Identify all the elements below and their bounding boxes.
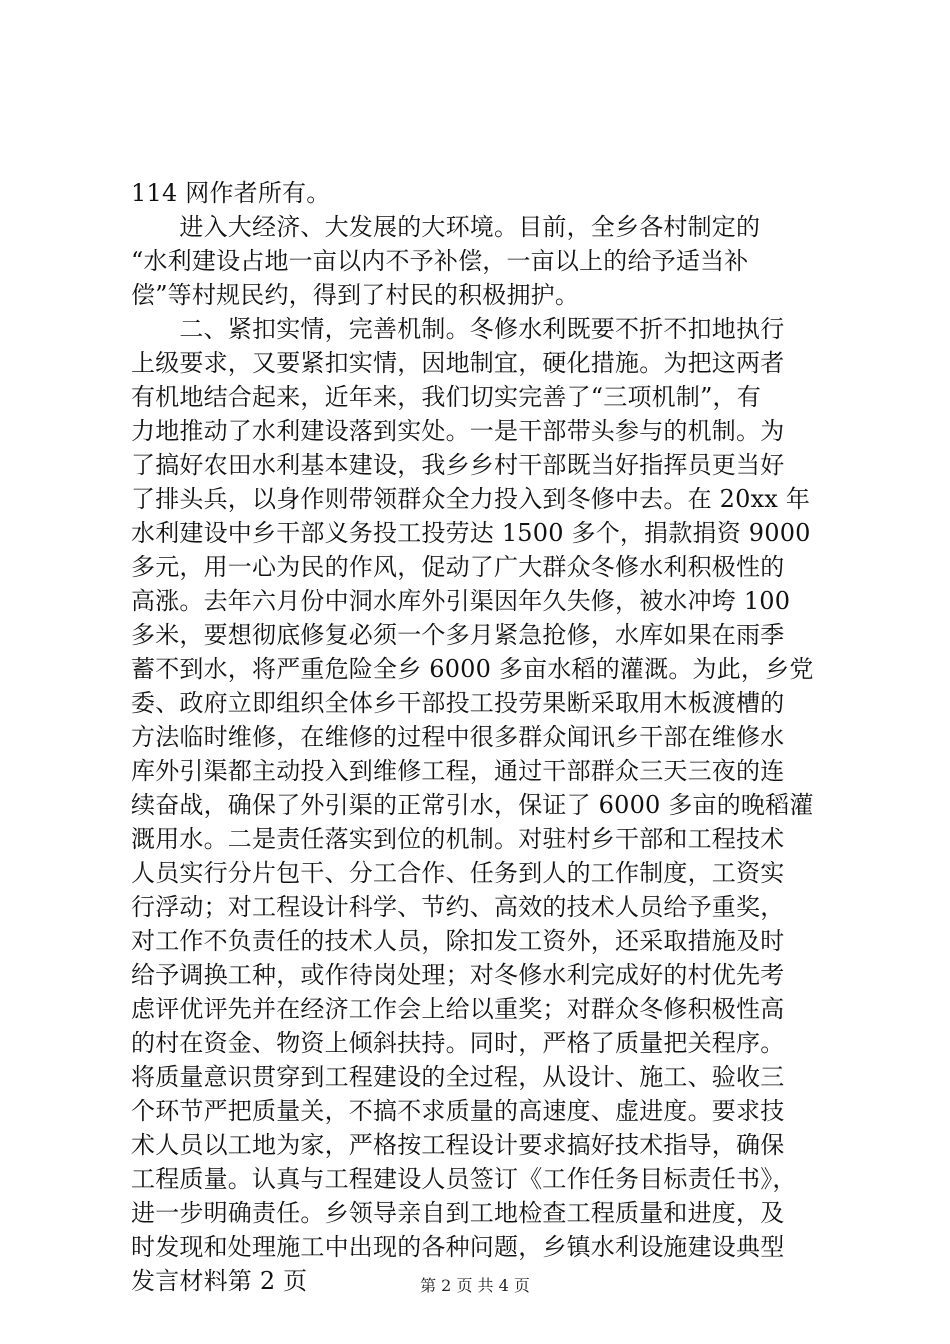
body-text-line: 术人员以工地为家，严格按工程设计要求搞好技术指导，确保 bbox=[131, 1131, 785, 1159]
body-text-line: “水利建设占地一亩以内不予补偿，一亩以上的给予适当补 bbox=[131, 247, 749, 275]
body-text-line: 上级要求，又要紧扣实情，因地制宜，硬化措施。为把这两者 bbox=[131, 349, 785, 377]
body-text-line: 多米，要想彻底修复必须一个多月紧急抢修，水库如果在雨季 bbox=[131, 621, 785, 649]
body-text-line: 了搞好农田水利基本建设，我乡乡村干部既当好指挥员更当好 bbox=[131, 451, 785, 479]
body-text-line: 将质量意识贯穿到工程建设的全过程，从设计、施工、验收三 bbox=[131, 1063, 785, 1091]
body-text-line: 续奋战，确保了外引渠的正常引水，保证了 6000 多亩的晚稻灌 bbox=[131, 791, 814, 819]
body-text-line: 行浮动；对工程设计科学、节约、高效的技术人员给予重奖， bbox=[131, 893, 785, 921]
body-text-line: 发言材料第 2 页 bbox=[131, 1267, 308, 1295]
document-body bbox=[131, 176, 831, 1298]
body-text-line: 人员实行分片包干、分工合作、任务到人的工作制度，工资实 bbox=[131, 859, 785, 887]
body-text-line: 时发现和处理施工中出现的各种问题，乡镇水利设施建设典型 bbox=[131, 1233, 785, 1261]
body-text-line: 进一步明确责任。乡领导亲自到工地检查工程质量和进度，及 bbox=[131, 1199, 785, 1227]
body-text-line: 对工作不负责任的技术人员，除扣发工资外，还采取措施及时 bbox=[131, 927, 785, 955]
body-text-line: 蓄不到水，将严重危险全乡 6000 多亩水稻的灌溉。为此，乡党 bbox=[131, 655, 814, 683]
body-text-line: 溉用水。二是责任落实到位的机制。对驻村乡干部和工程技术 bbox=[131, 825, 785, 853]
body-text-line: 个环节严把质量关，不搞不求质量的高速度、虚进度。要求技 bbox=[131, 1097, 785, 1125]
body-text-line: 工程质量。认真与工程建设人员签订《工作任务目标责任书》， bbox=[131, 1165, 797, 1193]
body-text-line: 高涨。去年六月份中洞水库外引渠因年久失修，被水冲垮 100 bbox=[131, 587, 791, 615]
body-text-line: 水利建设中乡干部义务投工投劳达 1500 多个，捐款捐资 9000 bbox=[131, 519, 811, 547]
body-text-line: 多元，用一心为民的作风，促动了广大群众冬修水利积极性的 bbox=[131, 553, 785, 581]
body-text-line: 有机地结合起来，近年来，我们切实完善了“三项机制”，有 bbox=[131, 383, 761, 411]
body-text-line: 二、紧扣实情，完善机制。冬修水利既要不折不扣地执行 bbox=[131, 315, 785, 343]
body-text-line: 方法临时维修，在维修的过程中很多群众闻讯乡干部在维修水 bbox=[131, 723, 785, 751]
body-text-line: 委、政府立即组织全体乡干部投工投劳果断采取用木板渡槽的 bbox=[131, 689, 785, 717]
body-text-line: 进入大经济、大发展的大环境。目前，全乡各村制定的 bbox=[131, 213, 761, 241]
body-text-line: 了排头兵，以身作则带领群众全力投入到冬修中去。在 20xx 年 bbox=[131, 485, 811, 513]
body-text-line: 给予调换工种，或作待岗处理；对冬修水利完成好的村优先考 bbox=[131, 961, 785, 989]
body-text-line: 虑评优评先并在经济工作会上给以重奖；对群众冬修积极性高 bbox=[131, 995, 785, 1023]
page-footer: 第 2 页 共 4 页 bbox=[420, 1276, 530, 1295]
body-text-line: 114 网作者所有。 bbox=[131, 179, 331, 207]
body-text-line: 库外引渠都主动投入到维修工程，通过干部群众三天三夜的连 bbox=[131, 757, 785, 785]
body-text-line: 力地推动了水利建设落到实处。一是干部带头参与的机制。为 bbox=[131, 417, 785, 445]
body-text-line: 的村在资金、物资上倾斜扶持。同时，严格了质量把关程序。 bbox=[131, 1029, 785, 1057]
body-text-line: 偿”等村规民约，得到了村民的积极拥护。 bbox=[131, 281, 580, 309]
